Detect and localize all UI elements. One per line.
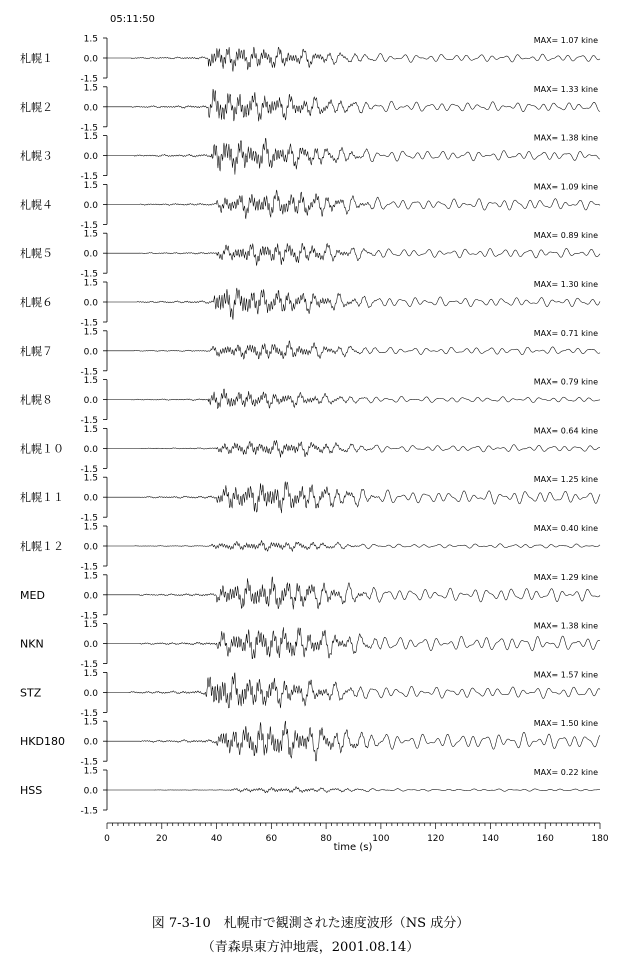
y-tick-label: 0.0 [83, 54, 98, 65]
waveform-trace [107, 673, 600, 708]
x-tick-label: 60 [265, 834, 278, 844]
station-label: 札幌７ [20, 344, 53, 358]
y-tick-label: 0.0 [83, 444, 98, 455]
y-tick-label: 0.0 [83, 493, 98, 504]
station-label: STZ [20, 686, 42, 700]
station-label: NKN [20, 637, 44, 651]
y-tick-label: 0.0 [83, 542, 98, 553]
x-tick-label: 160 [536, 834, 554, 844]
y-tick-label: 1.5 [83, 424, 98, 435]
max-amplitude-label: MAX= 0.64 kine [533, 426, 598, 436]
trace-panel [20, 279, 600, 329]
max-amplitude-label: MAX= 1.50 kine [533, 719, 598, 729]
x-tick-label: 0 [104, 834, 110, 844]
y-tick-label: 1.5 [83, 34, 98, 45]
trace-panel [20, 571, 600, 621]
y-tick-label: -1.5 [80, 123, 98, 134]
y-tick-label: 1.5 [83, 278, 98, 289]
trace-panel [20, 230, 600, 280]
station-label: 札幌５ [20, 247, 53, 261]
station-label: 札幌６ [20, 296, 53, 309]
y-tick-label: 1.5 [83, 522, 98, 533]
max-amplitude-label: MAX= 1.38 kine [533, 621, 598, 631]
station-label: 札幌２ [20, 100, 53, 114]
x-tick-label: 180 [591, 834, 609, 844]
trace-panel [20, 474, 600, 524]
trace-panel [20, 327, 600, 377]
x-tick-label: 140 [481, 834, 500, 844]
y-tick-label: 0.0 [83, 591, 98, 602]
max-amplitude-label: MAX= 0.22 kine [533, 768, 598, 777]
y-tick-label: 1.5 [83, 83, 98, 94]
y-tick-label: 1.5 [83, 668, 98, 679]
max-amplitude-label: MAX= 1.25 kine [533, 475, 598, 485]
max-amplitude-label: MAX= 0.71 kine [533, 328, 598, 338]
max-amplitude-label: MAX= 1.07 kine [533, 36, 598, 45]
y-tick-label: 1.5 [83, 717, 98, 728]
x-tick-label: 40 [210, 834, 223, 844]
waveform-trace [107, 577, 600, 609]
station-label: 札幌１２ [20, 540, 64, 553]
y-tick-label: 1.5 [83, 473, 98, 484]
station-label: 札幌１ [20, 52, 53, 65]
waveform-trace [107, 787, 600, 793]
y-tick-label: -1.5 [80, 562, 98, 573]
waveform-trace [107, 627, 600, 659]
y-tick-label: 0.0 [83, 249, 98, 260]
y-tick-label: 0.0 [83, 103, 98, 114]
figure-caption-line1: 図 7-3-10 札幌市で観測された速度波形（NS 成分） [151, 916, 470, 931]
y-tick-label: 0.0 [83, 737, 98, 748]
trace-panel [20, 181, 600, 231]
max-amplitude-label: MAX= 1.38 kine [533, 133, 598, 143]
trace-panel [20, 83, 600, 133]
station-label: 札幌４ [20, 198, 53, 212]
trace-panel [20, 132, 600, 182]
x-axis-label: time (s) [333, 842, 373, 853]
station-label: 札幌１０ [20, 442, 64, 456]
y-tick-label: 1.5 [83, 180, 98, 191]
y-tick-label: -1.5 [80, 172, 98, 183]
y-tick-label: 0.0 [83, 786, 98, 797]
y-tick-label: 0.0 [83, 396, 98, 407]
waveform-trace [107, 89, 600, 121]
y-tick-label: 0.0 [83, 347, 98, 358]
station-label: HKD180 [20, 735, 65, 749]
waveform-trace [107, 341, 600, 359]
y-tick-label: -1.5 [80, 220, 98, 231]
y-tick-label: 1.5 [83, 229, 98, 240]
max-amplitude-label: MAX= 1.33 kine [533, 84, 598, 94]
y-tick-label: 1.5 [83, 132, 98, 143]
x-tick-label: 120 [427, 834, 445, 844]
y-tick-label: 1.5 [83, 327, 98, 338]
max-amplitude-label: MAX= 1.29 kine [533, 572, 598, 582]
waveform-trace [107, 440, 600, 457]
y-tick-label: -1.5 [80, 318, 98, 329]
trace-panel [20, 425, 600, 475]
y-tick-label: -1.5 [80, 757, 98, 768]
y-tick-label: 0.0 [83, 298, 98, 309]
x-tick-label: 80 [320, 834, 332, 844]
y-tick-label: 1.5 [83, 376, 98, 387]
station-label: 札幌３ [20, 149, 53, 163]
y-tick-label: -1.5 [80, 464, 98, 475]
waveform-trace [107, 482, 600, 514]
y-tick-label: 1.5 [83, 766, 98, 777]
y-tick-label: -1.5 [80, 660, 98, 671]
y-tick-label: -1.5 [80, 611, 98, 622]
x-tick-label: 20 [156, 834, 168, 844]
station-label: 札幌８ [20, 393, 53, 407]
waveform-trace [107, 243, 600, 265]
waveform-trace [107, 541, 600, 552]
trace-panel [20, 376, 600, 426]
max-amplitude-label: MAX= 0.89 kine [533, 231, 598, 241]
trace-panel [20, 718, 600, 768]
y-tick-label: 1.5 [83, 571, 98, 582]
station-label: MED [20, 588, 45, 602]
y-tick-label: 0.0 [83, 640, 98, 651]
station-label: HSS [20, 784, 43, 797]
y-tick-label: -1.5 [80, 416, 98, 427]
waveform-trace [107, 288, 600, 320]
figure-caption-line2: （青森県東方沖地震，2001.08.14） [201, 940, 420, 955]
waveform-trace [107, 190, 600, 218]
trace-panel [20, 767, 600, 817]
max-amplitude-label: MAX= 0.79 kine [533, 377, 598, 387]
x-tick-label: 100 [372, 834, 390, 844]
max-amplitude-label: MAX= 1.57 kine [533, 670, 598, 680]
waveform-trace [107, 389, 600, 409]
waveform-trace [107, 721, 600, 760]
station-label: 札幌１１ [20, 491, 64, 505]
y-tick-label: 0.0 [83, 200, 98, 211]
y-tick-label: -1.5 [80, 708, 98, 719]
y-tick-label: -1.5 [80, 806, 98, 817]
waveform-trace [107, 47, 600, 71]
start-time-label: 05:11:50 [110, 14, 155, 25]
y-tick-label: 1.5 [83, 620, 98, 631]
trace-panel [20, 523, 600, 573]
max-amplitude-label: MAX= 1.30 kine [533, 280, 598, 289]
trace-panels [20, 35, 600, 817]
max-amplitude-label: MAX= 0.40 kine [533, 524, 598, 533]
y-tick-label: 0.0 [83, 152, 98, 163]
trace-panel [20, 620, 600, 670]
y-tick-label: -1.5 [80, 367, 98, 378]
y-tick-label: -1.5 [80, 513, 98, 524]
time-axis [104, 823, 609, 844]
y-tick-label: -1.5 [80, 269, 98, 280]
y-tick-label: 0.0 [83, 688, 98, 699]
y-tick-label: -1.5 [80, 74, 98, 85]
trace-panel [20, 35, 600, 85]
trace-panel [20, 669, 600, 719]
max-amplitude-label: MAX= 1.09 kine [533, 182, 598, 192]
waveform-trace [107, 138, 600, 174]
